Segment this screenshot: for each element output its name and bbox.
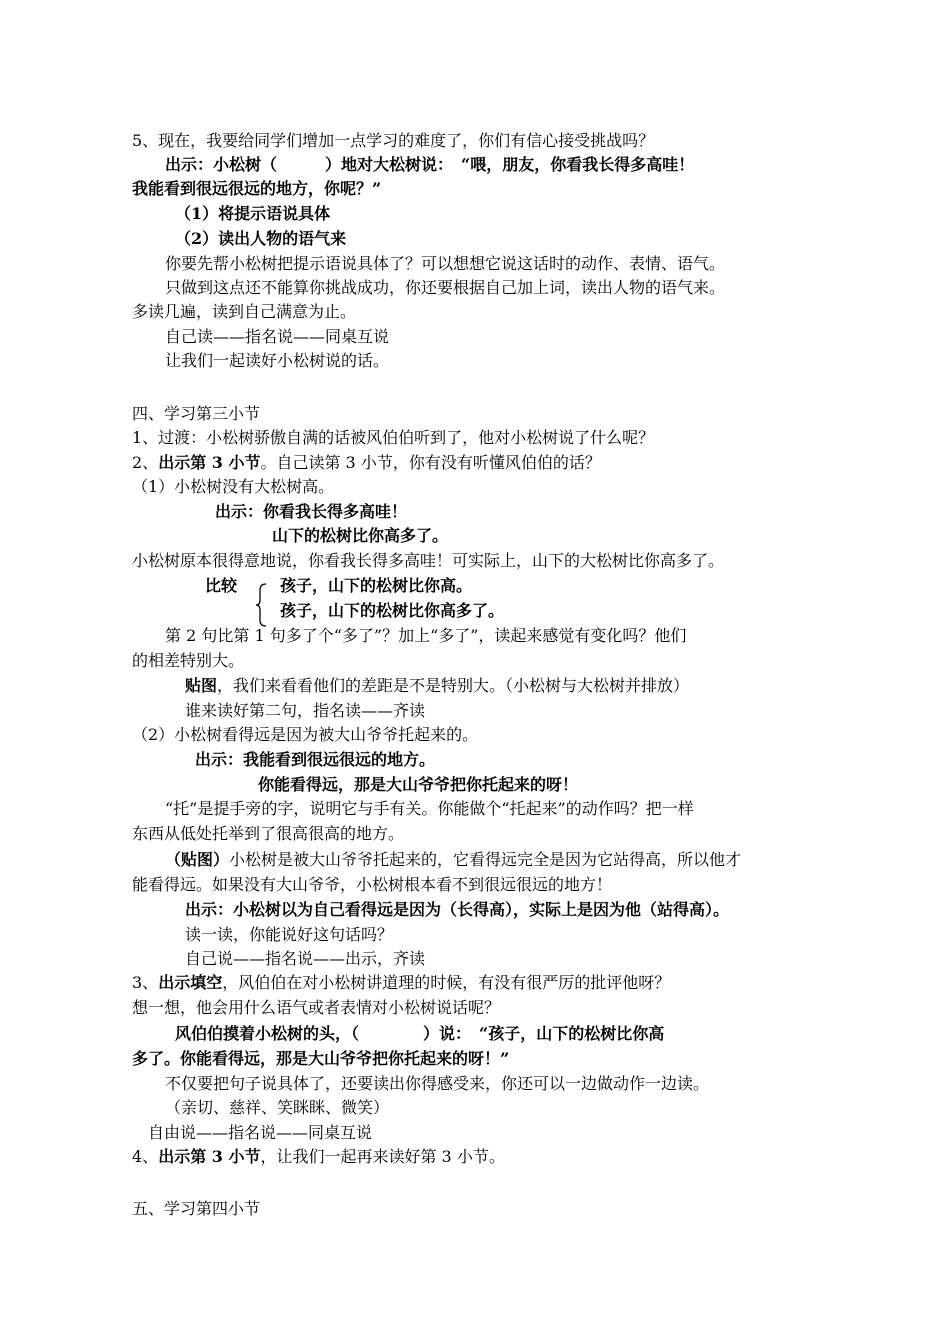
show-line: 出示：你看我长得多高哇！ bbox=[215, 502, 408, 521]
paragraph: 想一想，他会用什么语气或者表情对小松树说话呢？ bbox=[132, 998, 501, 1017]
paragraph: 多读几遍，读到自己满意为止。 bbox=[132, 302, 357, 321]
sub-item-2: （2）小松树看得远是因为被大山爷爷托起来的。 bbox=[132, 725, 479, 744]
flow-line: 自己读——指名说——同桌互说 bbox=[165, 327, 390, 346]
tip-2: （2）读出人物的语气来 bbox=[175, 229, 347, 248]
question-5: 5、现在，我要给同学们增加一点学习的难度了，你们有信心接受挑战吗？ bbox=[132, 131, 655, 150]
item-2: 2、出示第 3 小节。自己读第 3 小节，你有没有听懂风伯伯的话？ bbox=[132, 453, 601, 472]
options-line: （亲切、慈祥、笑眯眯、微笑） bbox=[165, 1098, 390, 1117]
flow-line: 谁来读好第二句，指名读——齐读 bbox=[185, 701, 426, 720]
show-line: 出示：小松树以为自己看得远是因为（长得高），实际上是因为他（站得高）。 bbox=[185, 900, 730, 919]
paragraph: 第 2 句比第 1 句多了个“多了”？加上“多了”，读起来感觉有变化吗？他们 bbox=[165, 626, 687, 645]
compare-sentence-2: 孩子，山下的松树比你高多了。 bbox=[280, 601, 505, 620]
show-line-1: 出示：小松树（ ）地对大松树说： “喂，朋友，你看我长得多高哇！ bbox=[165, 155, 695, 174]
paragraph: 能看得远。如果没有大山爷爷，小松树根本看不到很远很远的地方！ bbox=[132, 875, 613, 894]
item-1: 1、过渡：小松树骄傲自满的话被风伯伯听到了，他对小松树说了什么呢？ bbox=[132, 428, 655, 447]
section-heading: 五、学习第四小节 bbox=[132, 1199, 261, 1218]
paragraph: 的相差特别大。 bbox=[132, 651, 245, 670]
compare-sentence-1: 孩子，山下的松树比你高。 bbox=[280, 576, 473, 595]
brace-icon bbox=[255, 583, 267, 627]
paragraph: 东西从低处托举到了很高很高的地方。 bbox=[132, 824, 405, 843]
paragraph: 让我们一起读好小松树说的话。 bbox=[165, 351, 390, 370]
flow-line: 自由说——指名说——同桌互说 bbox=[148, 1123, 373, 1142]
paragraph: 读一读，你能说好这句话吗？ bbox=[185, 925, 394, 944]
item-4: 4、出示第 3 小节，让我们一起再来读好第 3 小节。 bbox=[132, 1147, 505, 1166]
paragraph: 你要先帮小松树把提示语说具体了？可以想想它说这话时的动作、表情、语气。 bbox=[165, 254, 726, 273]
tie-line: 贴图，我们来看看他们的差距是不是特别大。（小松树与大松树并排放） bbox=[185, 676, 690, 695]
show-line: 你能看得远，那是大山爷爷把你托起来的呀！ bbox=[258, 775, 579, 794]
tie-line: （贴图）小松树是被大山爷爷托起来的，它看得远完全是因为它站得高，所以他才 bbox=[165, 850, 742, 869]
show-line-2: 我能看到很远很远的地方，你呢？” bbox=[132, 179, 382, 198]
paragraph: 不仅要把句子说具体了，还要读出你得感受来，你还可以一边做动作一边读。 bbox=[165, 1074, 710, 1093]
fill-blank-line-1: 风伯伯摸着小松树的头，（ ）说： “孩子，山下的松树比你高 bbox=[175, 1024, 665, 1043]
sub-item-1: （1）小松树没有大松树高。 bbox=[132, 477, 335, 496]
show-line: 山下的松树比你高多了。 bbox=[272, 526, 449, 545]
paragraph: 只做到这点还不能算你挑战成功，你还要根据自己加上词，读出人物的语气来。 bbox=[165, 278, 726, 297]
section-heading: 四、学习第三小节 bbox=[132, 404, 261, 423]
paragraph: 小松树原本很得意地说，你看我长得多高哇！可实际上，山下的大松树比你高多了。 bbox=[132, 551, 725, 570]
tip-1: （1）将提示语说具体 bbox=[175, 204, 331, 223]
flow-line: 自己说——指名说——出示，齐读 bbox=[185, 949, 426, 968]
paragraph: “托”是提手旁的字，说明它与手有关。你能做个“托起来”的动作吗？把一样 bbox=[165, 799, 694, 818]
show-line: 出示：我能看到很远很远的地方。 bbox=[195, 750, 436, 769]
item-3: 3、出示填空，风伯伯在对小松树讲道理的时候，有没有很严厉的批评他呀？ bbox=[132, 973, 671, 992]
fill-blank-line-2: 多了。你能看得远，那是大山爷爷把你托起来的呀！” bbox=[132, 1049, 510, 1068]
compare-label: 比较 bbox=[205, 576, 238, 595]
